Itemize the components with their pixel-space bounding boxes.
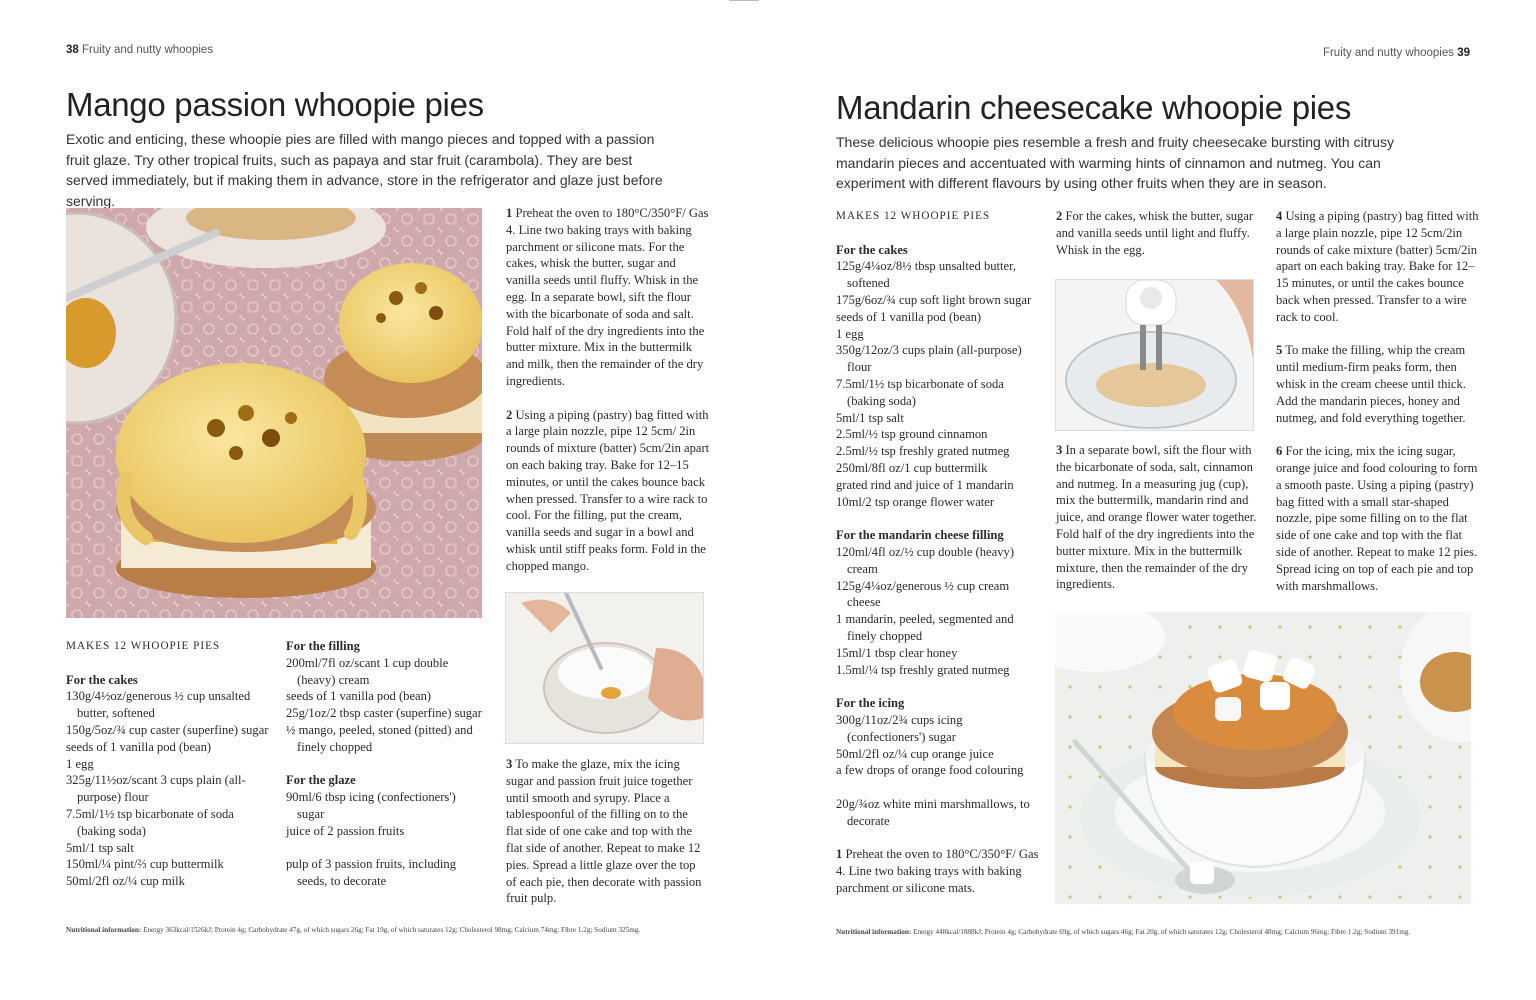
ingredient: 200ml/7fl oz/scant 1 cup double (heavy) cream [286, 655, 449, 687]
ingredient: 20g/¾oz white mini marshmallows, to decorate [836, 796, 1030, 828]
left-step-2-text: Using a piping (pastry) bag fitted with a large plain nozzle, pipe 12 5cm/ 2in rounds of mixture (batter) 5cm/2in apart on each baking tray. Bake for 12–15 minutes, or until the cakes bounce back when pressed. Transfer to a wire rack to cool. For the filling, put the cream, vanilla seeds and sugar in a bowl and whisk until stiff peaks form. Fold in the chopped mango. [506, 407, 710, 573]
left-ingredients-filling [286, 638, 486, 890]
right-step-4-number: 4 [1276, 209, 1283, 223]
right-nutrition [836, 928, 1410, 936]
right-step-6 [1276, 443, 1481, 594]
right-filling-heading: For the mandarin cheese filling [836, 528, 1004, 543]
ingredient: 25g/1oz/2 tbsp caster (superfine) sugar [286, 706, 482, 721]
left-nutrition [66, 926, 640, 934]
right-step-1-text: Preheat the oven to 180°C/350°F/ Gas 4. Line two baking trays with baking parchment or silicone mats. [836, 847, 1039, 895]
right-step-5-text: To make the filling, whip the cream until medium-firm peaks form, then whisk in the cream cheese until thick. Add the mandarin pieces, honey and nutmeg, and fold everything together. [1276, 343, 1466, 425]
right-step-4 [1276, 208, 1481, 326]
left-steps-1-2 [506, 205, 711, 591]
right-page-number: 39 [1457, 47, 1470, 59]
ingredient: 10ml/2 tsp orange flower water [836, 494, 995, 509]
ingredient: 7.5ml/1½ tsp bicarbonate of soda (baking soda) [66, 806, 234, 838]
ingredient: 2.5ml/½ tsp ground cinnamon [836, 427, 988, 442]
ingredient: 2.5ml/½ tsp freshly grated nutmeg [836, 444, 1010, 459]
ingredient: seeds of 1 vanilla pod (bean) [286, 689, 432, 704]
left-nutrition-text: Energy 363kcal/1526kJ; Protein 4g; Carbohydrate 47g, of which sugars 26g; Fat 19g, of which saturates 12g; Cholesterol 98mg; Calcium 74mg; Fibre 1.2g; Sodium 325mg. [143, 926, 641, 934]
right-step-6-text: For the icing, mix the icing sugar, orange juice and food colouring to form a smooth paste. Using a piping (pastry) bag fitted with a small star-shaped nozzle, pipe some filling on to the flat side of one cake and top with the flat side of another. Repeat to make 12 pies. Spread icing on top of each pie and top with marshmallows. [1276, 444, 1478, 593]
left-glaze-heading: For the glaze [286, 773, 356, 788]
ingredient: 50ml/2fl oz/¼ cup orange juice [836, 746, 994, 761]
right-step-2 [1056, 208, 1256, 258]
left-step-3 [506, 756, 706, 907]
ingredient: pulp of 3 passion fruits, including seeds, to decorate [286, 857, 457, 889]
ingredient: 1 mandarin, peeled, segmented and finely chopped [836, 612, 1014, 643]
right-step-6-number: 6 [1276, 444, 1283, 459]
ingredient: 175g/6oz/¾ cup soft light brown sugar [836, 292, 1032, 307]
right-cakes-heading: For the cakes [836, 242, 908, 257]
ingredient: 1 egg [66, 756, 94, 771]
ingredient: 5ml/1 tsp salt [836, 410, 904, 425]
ingredient: 325g/11½oz/scant 3 cups plain (all-purpose) flour [66, 773, 246, 805]
left-step-2-number: 2 [506, 407, 513, 422]
ingredient: 5ml/1 tsp salt [66, 840, 134, 855]
ingredient: grated rind and juice of 1 mandarin [836, 477, 1014, 492]
right-step-1 [836, 846, 1041, 896]
left-step-3-number: 3 [506, 757, 513, 771]
ingredient: 7.5ml/1½ tsp bicarbonate of soda (baking soda) [836, 376, 1004, 408]
right-running-head-text: Fruity and nutty whoopies [1322, 47, 1454, 59]
ingredient: 350g/12oz/3 cups plain (all-purpose) flour [836, 343, 1022, 375]
ingredient: 120ml/4fl oz/½ cup double (heavy) cream [836, 544, 1015, 576]
ingredient: 150ml/¼ pint/⅔ cup buttermilk [66, 857, 224, 872]
ingredient: 250ml/8fl oz/1 cup buttermilk [836, 460, 988, 475]
right-icing-heading: For the icing [836, 696, 905, 711]
left-step-1-text: Preheat the oven to 180°C/350°F/ Gas 4. Line two baking trays with baking parchment or silicone mats. For the cakes, whisk the butter, sugar and vanilla seeds until fluffy. Whisk in the egg. In a separate bowl, sift the flour with the bicarbonate of soda and salt. Fold half of the dry ingredients into the butter mixture. Mix in the buttermilk and milk, then the remainder of the dry ingredients. [506, 206, 709, 388]
right-recipe-intro: These delicious whoopie pies resemble a fresh and fruity cheesecake bursting with citrusy mandarin pieces and accentuated with warming hints of cinnamon and nutmeg. You can experiment with different flavours by using other fruits when they are in season. [836, 134, 1394, 191]
right-step-3 [1056, 442, 1261, 593]
page-gutter-mark [729, 0, 759, 1]
left-step-2 [506, 407, 711, 575]
right-step-2-text: For the cakes, whisk the butter, sugar and vanilla seeds until light and fluffy. Whisk in the egg. [1056, 209, 1254, 257]
left-makes: MAKES 12 WHOOPIE PIES [66, 640, 221, 652]
right-makes: MAKES 12 WHOOPIE PIES [836, 210, 991, 222]
left-recipe-intro: Exotic and enticing, these whoopie pies are filled with mango pieces and topped with a passion fruit glaze. Try other tropical fruits, such as papaya and star fruit (carambola). They are best served immediately, but if making them in advance, store in the refrigerator and glaze just before serving. [66, 131, 663, 209]
right-step-3-text: In a separate bowl, sift the flour with the bicarbonate of soda, salt, cinnamon and nutmeg. In a measuring jug (cup), mix the buttermilk, mandarin rind and juice, and orange flower water together. Fold half of the dry ingredients into the butter mixture. Mix in the buttermilk mixture, then the remainder of the dry ingredients. [1056, 443, 1257, 592]
left-step-1 [506, 205, 711, 390]
left-running-head [66, 44, 213, 56]
left-page-number: 38 [66, 44, 79, 56]
right-step-2-number: 2 [1056, 209, 1063, 223]
ingredient: 125g/4¼oz/generous ½ cup cream cheese [836, 578, 1010, 610]
right-step-2-block [1056, 208, 1256, 275]
right-running-head [1323, 47, 1470, 59]
ingredient: 130g/4½oz/generous ½ cup unsalted butter, softened [66, 689, 251, 721]
whisking-butter-photo [1055, 279, 1254, 431]
left-running-head-text: Fruity and nutty whoopies [82, 44, 214, 56]
ingredient: seeds of 1 vanilla pod (bean) [836, 309, 982, 324]
mango-whoopie-pies-photo [66, 208, 482, 618]
right-nutrition-label: Nutritional information: [836, 928, 912, 936]
ingredient: a few drops of orange food colouring [836, 763, 1024, 778]
right-recipe-title: Mandarin cheesecake whoopie pies [836, 89, 1352, 126]
right-step-5 [1276, 342, 1481, 426]
ingredient: 1 egg [836, 326, 864, 341]
ingredient: 15ml/1 tbsp clear honey [836, 645, 958, 660]
right-step-3-block [1056, 442, 1261, 610]
ingredient: juice of 2 passion fruits [286, 823, 405, 838]
left-step-1-number: 1 [506, 206, 513, 220]
ingredient: ½ mango, peeled, stoned (pitted) and finely chopped [286, 722, 473, 754]
ingredient: 90ml/6 tbsp icing (confectioners') sugar [286, 790, 456, 821]
right-step-4-text: Using a piping (pastry) bag fitted with a large plain nozzle, pipe 12 5cm/2in rounds of cake mixture (batter) 5cm/2in apart on each baking tray. Bake for 12–15 minutes, or until the cakes bounce back when pressed. Transfer to a wire rack to cool. [1276, 209, 1479, 324]
ingredient: 300g/11oz/2¾ cups icing (confectioners') sugar [836, 712, 963, 744]
left-recipe-title: Mango passion whoopie pies [66, 86, 484, 123]
glaze-mixing-photo [505, 592, 704, 744]
right-ingredients [836, 208, 1041, 897]
mandarin-whoopie-pie-photo [1055, 612, 1471, 904]
left-nutrition-label: Nutritional information: [66, 926, 142, 934]
ingredient: 50ml/2fl oz/¼ cup milk [66, 874, 185, 889]
left-step-3-text: To make the glaze, mix the icing sugar and passion fruit juice together until smooth and syrupy. Place a tablespoonful of the filling on to the flat side of one cake and top with the flat side of another. Repeat to make 12 pies. Spread a little glaze over the top of each pie, then decorate with passion fruit pulp. [506, 757, 702, 906]
left-filling-heading: For the filling [286, 639, 360, 653]
ingredient: 150g/5oz/¾ cup caster (superfine) sugar [66, 722, 269, 737]
ingredient: seeds of 1 vanilla pod (bean) [66, 739, 212, 754]
right-step-1-number: 1 [836, 847, 843, 862]
ingredient: 125g/4¼oz/8½ tbsp unsalted butter, softened [836, 259, 1016, 291]
right-nutrition-text: Energy 448kcal/1888kJ; Protein 4g; Carbohydrate 69g, of which sugars 46g; Fat 20g, of which saturates 12g; Cholesterol 48mg; Calcium 96mg; Fibre 1.2g; Sodium 391mg. [913, 928, 1411, 936]
right-step-3-number: 3 [1056, 443, 1063, 457]
ingredient: 1.5ml/¼ tsp freshly grated nutmeg [836, 662, 1010, 677]
left-ingredients-cakes [66, 638, 271, 890]
left-cakes-heading: For the cakes [66, 672, 138, 687]
right-step-5-number: 5 [1276, 343, 1283, 358]
left-step-3-block [506, 756, 706, 924]
right-steps-4-6 [1276, 208, 1481, 611]
